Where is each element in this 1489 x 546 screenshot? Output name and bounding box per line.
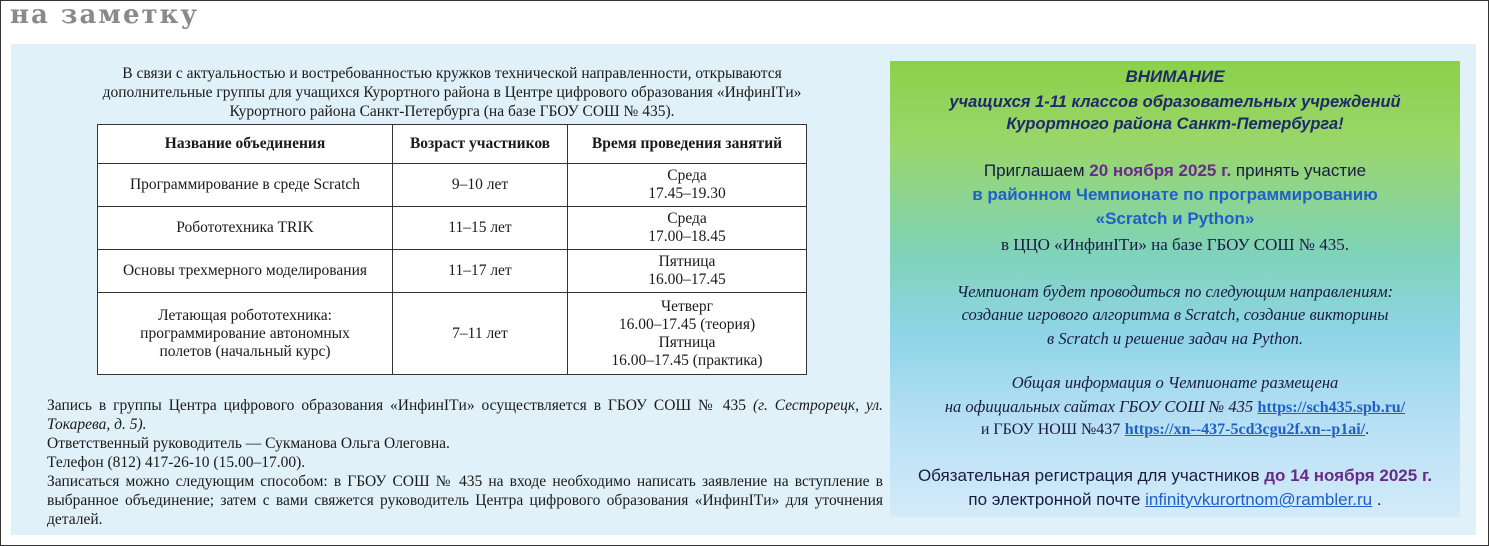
info-2-text: на официальных сайтах ГБОУ СОШ № 435 [944,397,1254,416]
row-time [568,207,807,250]
reg-date: до 14 ноября 2025 г. [1264,466,1433,485]
poster-registration [890,464,1460,487]
method-line: Записаться можно следующим способом: в ГБОУ СОШ № 435 на входе необходимо написать заявление на вступление в выбранное объединение; затем с вами свяжется руководитель Центра цифрового образования «ИнфинITи» для уточнения деталей. [47,473,883,528]
schedule-table [97,124,807,375]
row-name: Робототехника TRIK [98,207,393,250]
phone-line: Телефон (812) 417-26-10 (15.00–17.00). [47,454,306,471]
time-line: Пятница [658,253,716,270]
time-line: 17.45–19.30 [648,185,726,202]
poster-directions-1: Чемпионат будет проводиться по следующим направлениям: [956,282,1394,301]
poster-title: ВНИМАНИЕ [1125,67,1225,86]
time-line: 16.00–17.45 (практика) [611,351,763,369]
row-age: 11–15 лет [393,207,568,250]
poster-directions-3: в Scratch и решение задач на Python. [1047,329,1303,348]
info-3-end: . [1365,421,1370,438]
time-line: Среда [667,210,707,227]
time-line: Пятница [658,333,716,351]
header-time: Время проведения занятий [568,125,807,164]
time-line: 16.00–17.45 [648,271,726,288]
row-name: Основы трехмерного моделирования [98,250,393,293]
table-row [98,207,807,250]
school-address: (г. Сестрорецк, ул. Токарева, д. 5). [47,397,883,433]
email-end: . [1376,490,1382,509]
poster-champ-1: в районном Чемпионате по программированию [972,185,1378,204]
row-age: 11–17 лет [393,250,568,293]
invite-date: 20 ноября 2025 г. [1089,161,1232,180]
enrollment-info [47,396,883,529]
reg-pre: Обязательная регистрация для участников [917,466,1260,485]
invite-pre: Приглашаем [983,161,1085,180]
row-name: Программирование в среде Scratch [98,164,393,207]
school-435-link[interactable]: https://sch435.spb.ru/ [1257,399,1406,416]
time-line: Четверг [661,297,713,315]
poster-directions-2: создание игрового алгоритма в Scratch, создание викторины [961,305,1389,324]
poster-info-3 [890,418,1460,441]
time-line: 16.00–17.45 (теория) [618,315,756,333]
section-heading: на заметку [10,0,200,30]
poster-info-1: Общая информация о Чемпионате размещена [1011,373,1339,392]
poster-invite [890,159,1460,182]
enroll-line [47,396,883,434]
table-header-row [98,125,807,164]
poster-email [890,488,1460,511]
email-link[interactable]: infinityvkurortnom@rambler.ru [1145,490,1373,509]
row-name: Летающая робототехника: программирование автономных полетов (начальный курс) [98,293,393,375]
enroll-text: Запись в группы Центра цифрового образования «ИнфинITи» осуществляется в ГБОУ СОШ № 435 [47,397,747,414]
row-age: 9–10 лет [393,164,568,207]
poster-info-2 [890,395,1460,419]
poster-place: в ЦЦО «ИнфинITи» на базе ГБОУ СОШ № 435. [1000,235,1350,254]
manager-line: Ответственный руководитель — Сукманова Ольга Олеговна. [47,435,450,452]
info-3-text: и ГБОУ НОШ №437 [980,421,1121,438]
table-row [98,293,807,375]
row-time [568,164,807,207]
row-time [568,293,807,375]
email-pre: по электронной почте [968,490,1141,509]
poster-champ-2: «Scratch и Python» [1095,209,1255,228]
header-name: Название объединения [98,125,393,164]
table-row [98,164,807,207]
intro-paragraph: В связи с актуальностью и востребованностью кружков технической направленности, открываются дополнительные группы для учащихся Курортного района в Центре цифрового образования «ИнфинITи» Курортного района Санкт-Петербурга (на базе ГБОУ СОШ № 435). [102,65,802,120]
poster-subtitle-2: Курортного района Санкт-Петербурга! [1006,115,1344,133]
row-time [568,250,807,293]
school-437-link[interactable]: https://xn--437-5cd3cgu2f.xn--p1ai/ [1124,421,1366,438]
header-age: Возраст участников [393,125,568,164]
row-age: 7–11 лет [393,293,568,375]
championship-poster [890,61,1460,517]
time-line: Среда [667,167,707,184]
invite-post: принять участие [1235,161,1367,180]
poster-subtitle-1: учащихся 1-11 классов образовательных учреждений [949,93,1401,111]
table-row [98,250,807,293]
time-line: 17.00–18.45 [648,228,726,245]
